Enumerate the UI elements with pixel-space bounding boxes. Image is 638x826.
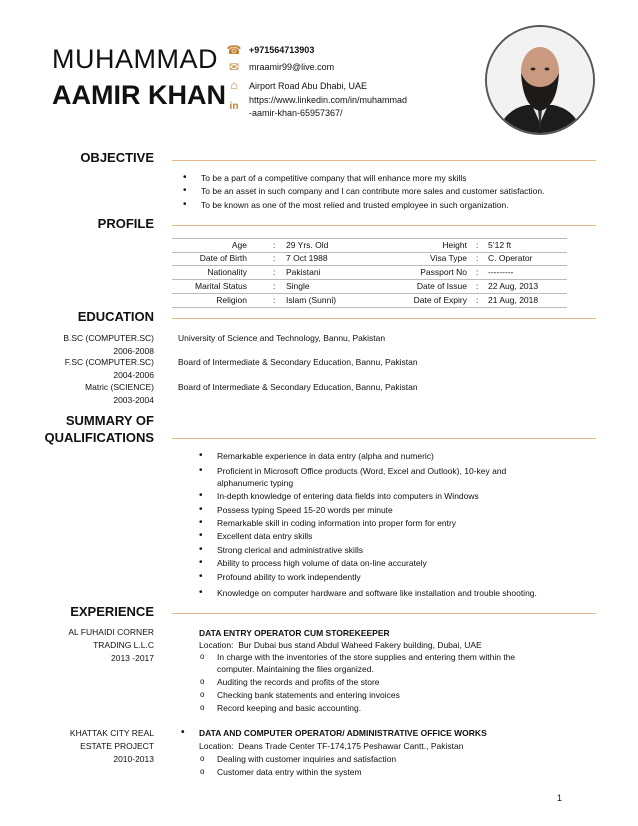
email-address[interactable]: mraamir99@live.com — [249, 62, 335, 72]
last-name: AAMIR KHAN — [52, 80, 226, 110]
job-location — [199, 740, 463, 752]
institute: Board of Intermediate & Secondary Education, Bannu, Pakistan — [178, 382, 418, 392]
profile-row — [172, 252, 567, 266]
profile-row — [172, 266, 567, 280]
linkedin-icon: in — [229, 101, 239, 112]
profile-row — [172, 238, 567, 253]
job-duty: o Dealing with customer inquiries and satisfaction — [217, 753, 396, 765]
email-icon: ✉ — [228, 60, 240, 74]
job-duty: o Checking bank statements and entering invoices — [217, 689, 400, 701]
profile-row — [172, 294, 567, 308]
job-duty: o Customer data entry within the system — [217, 766, 362, 778]
profile-label: Nationality — [207, 267, 247, 277]
job-location — [199, 639, 482, 651]
qualification-item: • Knowledge on computer hardware and software like installation and trouble shooting. — [217, 587, 537, 599]
degree-years: 2003-2004 — [113, 395, 154, 405]
colon: : — [273, 281, 276, 291]
degree: F.SC (COMPUTER.SC) — [64, 357, 154, 367]
experience-company — [68, 626, 154, 665]
qualification-item: • Proficient in Microsoft Office products (Word, Excel and Outlook), 10-key and — [217, 465, 506, 477]
profile-value: Pakistani — [286, 267, 321, 277]
linkedin-url[interactable] — [249, 94, 407, 120]
profile-label: Date of Birth — [199, 253, 247, 263]
job-duty: o In charge with the inventories of the store supplies and entering them within the — [217, 651, 515, 663]
profile-label: Date of Issue — [416, 281, 467, 291]
qualification-item: • Remarkable skill in coding information into proper form for entry — [217, 517, 456, 529]
location-label: Location: — [199, 741, 234, 751]
profile-label: Visa Type — [429, 253, 467, 263]
objective-heading: OBJECTIVE — [80, 150, 154, 165]
degree: B.SC (COMPUTER.SC) — [63, 333, 154, 343]
linkedin-url-line2: -aamir-khan-65957367/ — [249, 108, 343, 118]
experience-heading: EXPERIENCE — [70, 604, 154, 619]
profile-value: 29 Yrs. Old — [286, 240, 329, 250]
profile-photo — [485, 25, 595, 135]
degree: Matric (SCIENCE) — [85, 382, 154, 392]
profile-value: Islam (Sunni) — [286, 295, 337, 305]
page-number: 1 — [557, 793, 563, 803]
location-value: Bur Dubai bus stand Abdul Waheed Fakery building, Dubai, UAE — [238, 640, 482, 650]
home-address: Airport Road Abu Dhabi, UAE — [249, 81, 368, 91]
summary-divider — [172, 438, 596, 439]
objective-item: • To be known as one of the most relied and trusted employee in such organization. — [201, 199, 509, 211]
profile-label: Marital Status — [195, 281, 247, 291]
profile-divider — [172, 225, 596, 226]
profile-value: 7 Oct 1988 — [286, 253, 328, 263]
profile-label: Passport No — [420, 267, 467, 277]
qualification-item: • In-depth knowledge of entering data fields into computers in Windows — [217, 490, 479, 502]
job-duty: o Auditing the records and profits of the store — [217, 676, 380, 688]
profile-label: Date of Expiry — [413, 295, 467, 305]
qualification-item: • Possess typing Speed 15-20 words per minute — [217, 504, 393, 516]
company-name-line1: KHATTAK CITY REAL — [69, 728, 154, 738]
colon: : — [476, 240, 479, 250]
company-name-line2: TRADING L.L.C — [93, 640, 154, 650]
institute: Board of Intermediate & Secondary Education, Bannu, Pakistan — [178, 357, 418, 367]
profile-value: C. Operator — [488, 253, 533, 263]
summary-heading — [44, 413, 154, 445]
job-title: DATA ENTRY OPERATOR CUM STOREKEEPER — [199, 628, 390, 638]
degree-years: 2004-2006 — [113, 370, 154, 380]
qualification-item: • Ability to process high volume of data on-line accurately — [217, 557, 427, 569]
colon: : — [273, 253, 276, 263]
objective-divider — [172, 160, 596, 161]
colon: : — [476, 267, 479, 277]
qualification-item: • Strong clerical and administrative skills — [217, 544, 363, 556]
profile-label: Age — [231, 240, 247, 250]
colon: : — [273, 295, 276, 305]
education-entry-left — [63, 332, 154, 358]
job-years: 2010-2013 — [113, 754, 154, 764]
first-name: MUHAMMAD — [52, 44, 218, 74]
linkedin-url-line1: https://www.linkedin.com/in/muhammad — [249, 95, 408, 105]
education-heading: EDUCATION — [77, 309, 154, 324]
profile-row — [172, 280, 567, 294]
experience-divider — [172, 613, 596, 614]
portrait-image — [487, 27, 593, 133]
qualification-item: • Profound ability to work independently — [217, 571, 361, 583]
education-entry-left — [85, 381, 154, 407]
profile-label: Religion — [216, 295, 247, 305]
job-title: • DATA AND COMPUTER OPERATOR/ ADMINISTRATIVE OFFICE WORKS — [199, 727, 487, 739]
profile-value: Single — [286, 281, 310, 291]
phone-icon: ☎ — [226, 43, 242, 57]
qualification-item-continued: alphanumeric typing — [217, 478, 294, 488]
profile-value: --------- — [488, 267, 514, 277]
company-name-line1: AL FUHAIDI CORNER — [68, 627, 154, 637]
job-duty: o Record keeping and basic accounting. — [217, 702, 361, 714]
colon: : — [476, 281, 479, 291]
colon: : — [476, 253, 479, 263]
summary-heading-line2: QUALIFICATIONS — [44, 430, 154, 445]
location-value: Deans Trade Center TF-174,175 Peshawar Cantt., Pakistan — [238, 741, 464, 751]
job-duty-continued: computer. Maintaining the files organized. — [217, 664, 374, 674]
location-icon: ⌂ — [230, 78, 238, 92]
colon: : — [273, 267, 276, 277]
education-entry-left — [65, 356, 154, 382]
profile-value: 22 Aug, 2013 — [488, 281, 539, 291]
colon: : — [273, 240, 276, 250]
institute: University of Science and Technology, Bannu, Pakistan — [178, 333, 386, 343]
job-years: 2013 -2017 — [110, 653, 154, 663]
degree-years: 2006-2008 — [113, 346, 154, 356]
qualification-item: • Remarkable experience in data entry (alpha and numeric) — [217, 450, 434, 462]
location-label: Location: — [199, 640, 234, 650]
objective-item: • To be a part of a competitive company that will enhance more my skills — [201, 172, 467, 184]
company-name-line2: ESTATE PROJECT — [80, 741, 154, 751]
colon: : — [476, 295, 479, 305]
qualification-item: • Excellent data entry skills — [217, 530, 312, 542]
education-divider — [172, 318, 596, 319]
profile-value: 21 Aug, 2018 — [488, 295, 539, 305]
experience-company — [70, 727, 154, 766]
summary-heading-line1: SUMMARY OF — [65, 413, 154, 428]
phone-number: +971564713903 — [249, 45, 315, 55]
profile-heading: PROFILE — [97, 216, 154, 231]
profile-label: Height — [442, 240, 467, 250]
objective-item: • To be an asset in such company and I can contribute more sales and customer satisfaction. — [201, 185, 545, 197]
profile-value: 5’12 ft — [488, 240, 512, 250]
